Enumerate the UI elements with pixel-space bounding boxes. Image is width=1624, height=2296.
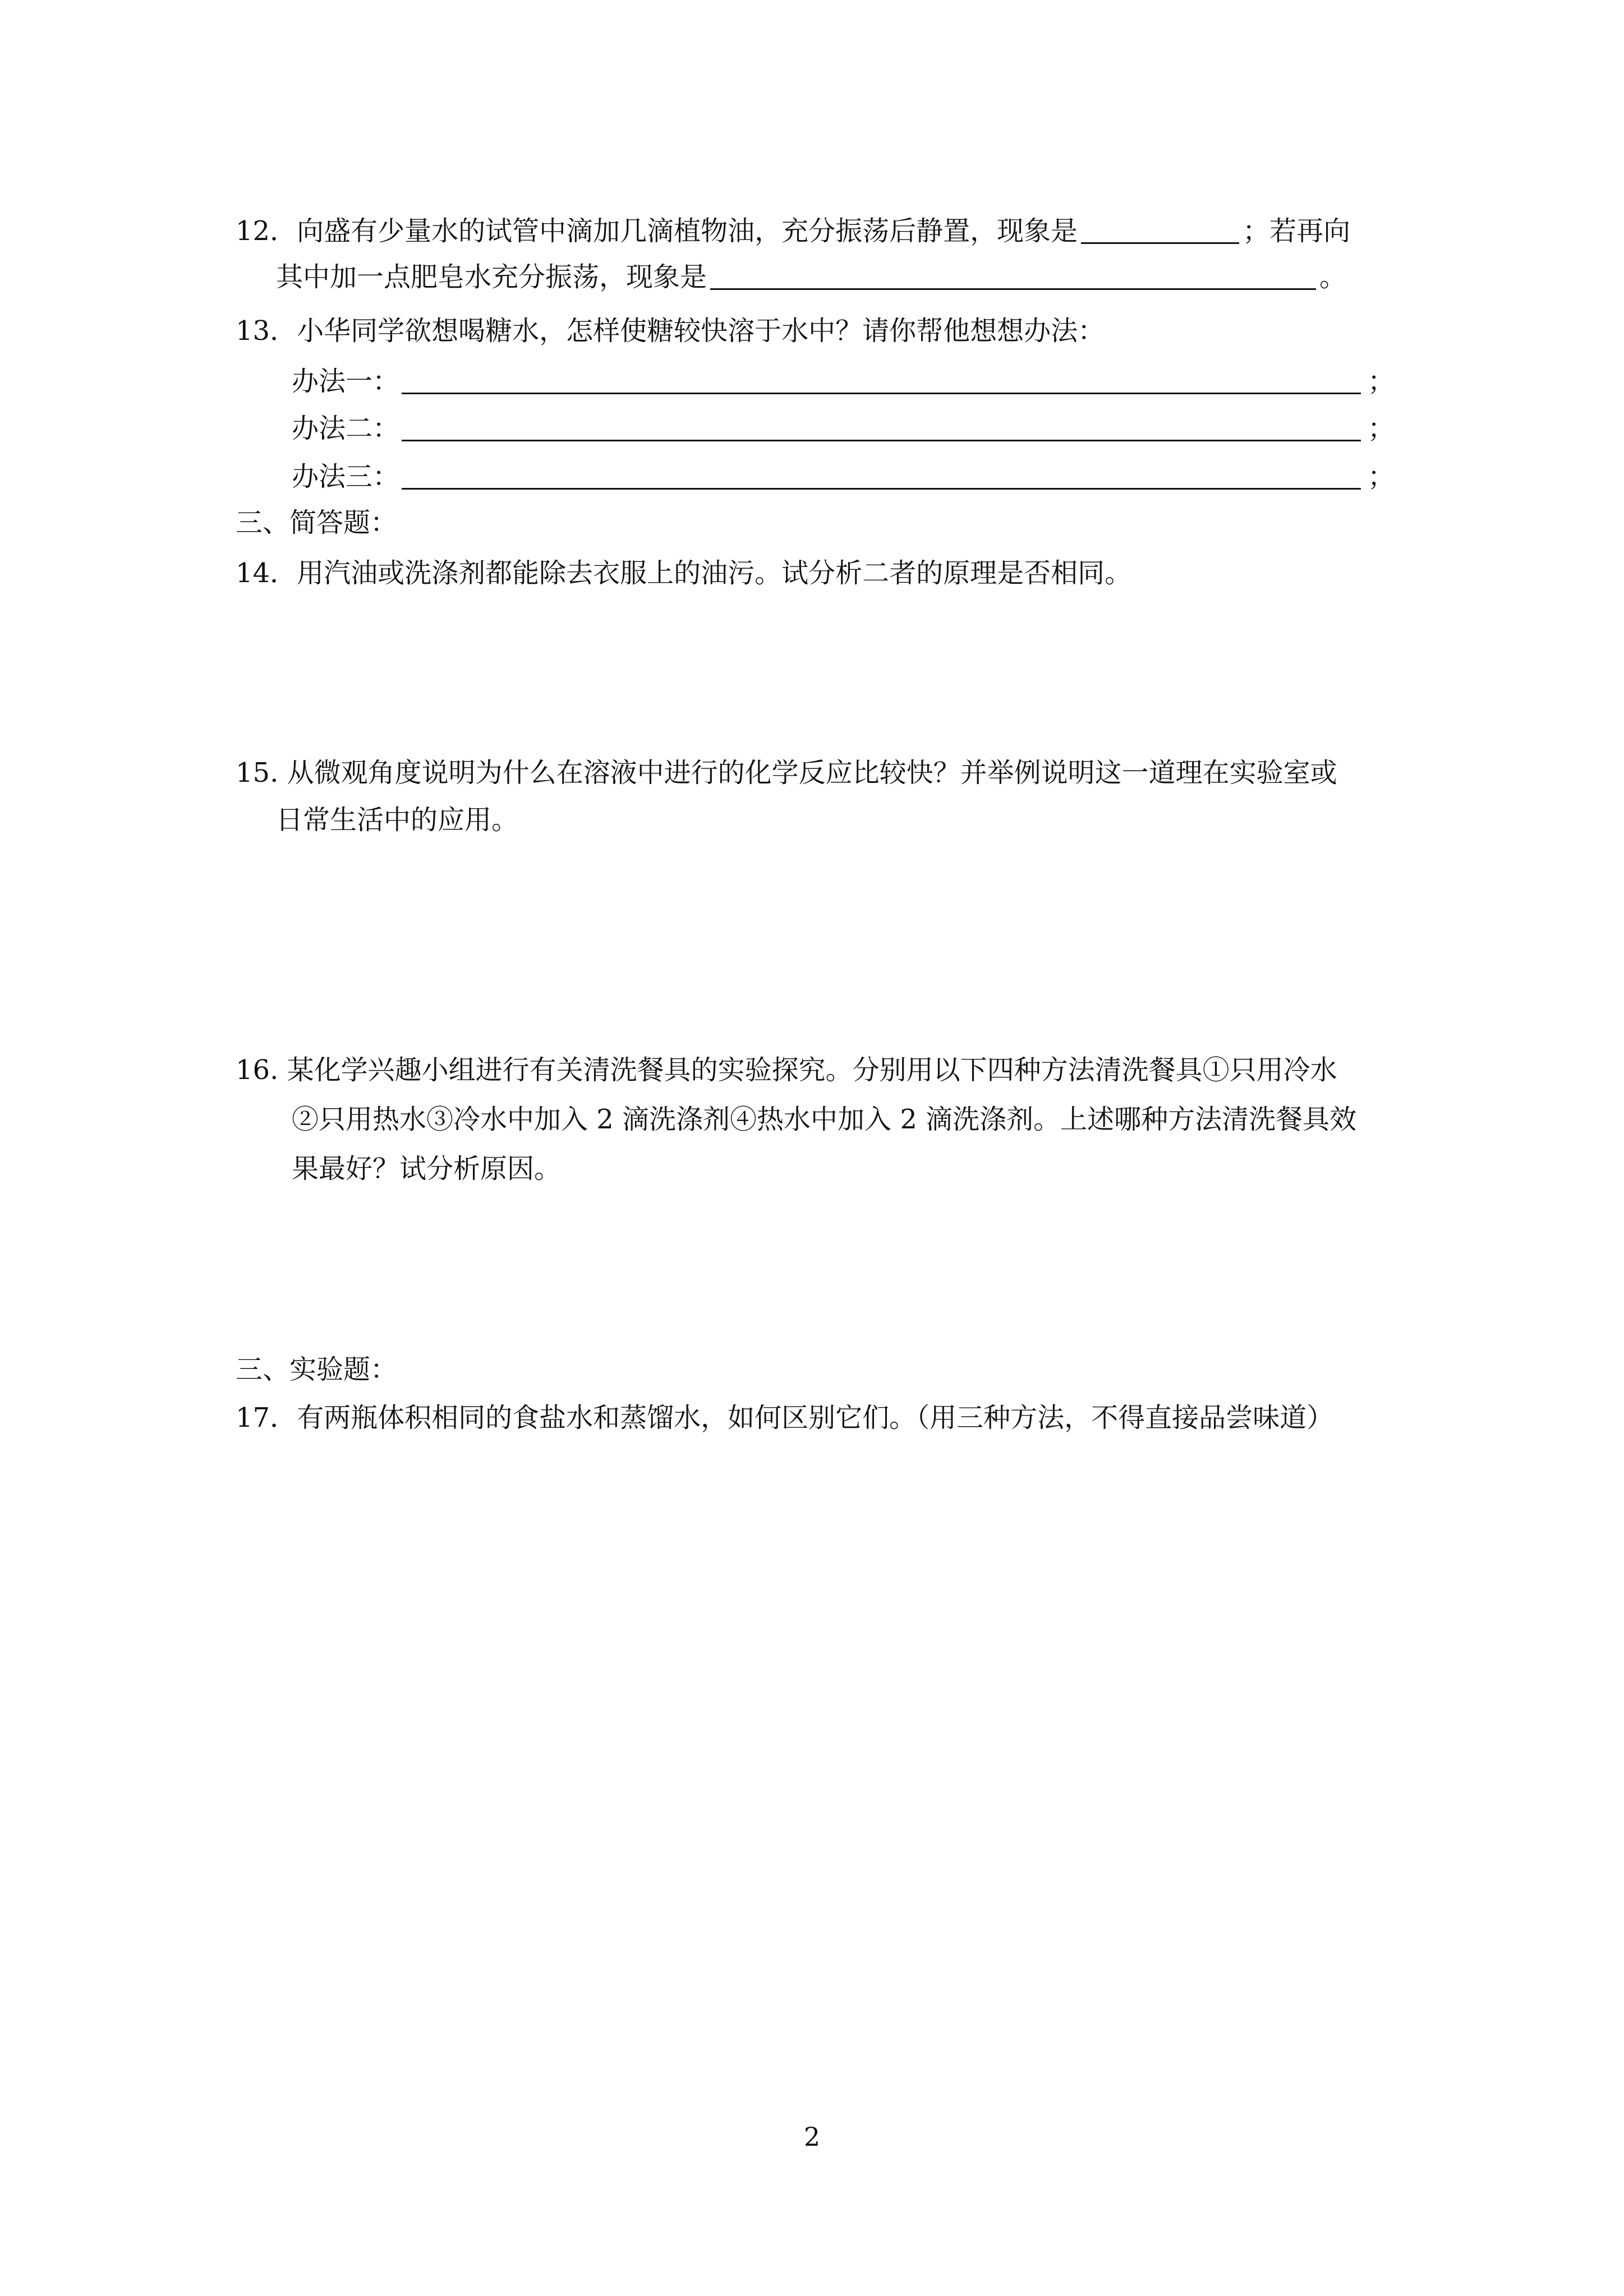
q13-method-2: 办法二： ； bbox=[292, 405, 1395, 452]
page-number: 2 bbox=[803, 2122, 821, 2152]
q17-answer-area[interactable] bbox=[236, 1447, 1391, 2064]
q13-method-3: 办法三： ； bbox=[292, 453, 1395, 500]
q12-line-1: 12．向盛有少量水的试管中滴加几滴植物油，充分振荡后静置，现象是 ；若再向 bbox=[236, 208, 1350, 255]
q15-answer-area[interactable] bbox=[236, 847, 1391, 1015]
q13-method-1: 办法一： ； bbox=[292, 358, 1395, 405]
q12-line-2: 其中加一点肥皂水充分振荡，现象是 。 bbox=[276, 253, 1346, 301]
q12-answer-blank-2[interactable] bbox=[710, 253, 1316, 290]
section-short-answer-title: 三、简答题： bbox=[236, 507, 398, 538]
q15-line-2: 日常生活中的应用。 bbox=[276, 804, 519, 836]
q13-prompt: 13．小华同学欲想喝糖水，怎样使糖较快溶于水中？请你帮他想想办法： bbox=[236, 315, 1105, 347]
q13-method-3-blank[interactable] bbox=[402, 453, 1361, 490]
q16-line-2: ②只用热水③冷水中加入 2 滴洗涤剂④热水中加入 2 滴洗涤剂。上述哪种方法清洗餐具效 bbox=[292, 1104, 1357, 1135]
q12-answer-blank-1[interactable] bbox=[1081, 208, 1239, 244]
q16-line-1: 16. 某化学兴趣小组进行有关清洗餐具的实验探究。分别用以下四种方法清洗餐具①只用冷水 bbox=[236, 1054, 1337, 1086]
q14-answer-area[interactable] bbox=[236, 600, 1391, 740]
section-experiment-title: 三、实验题： bbox=[236, 1354, 398, 1385]
question-17: 17．有两瓶体积相同的食盐水和蒸馏水，如何区别它们。（用三种方法，不得直接品尝味道） bbox=[236, 1402, 1334, 1433]
q15-line-1: 15. 从微观角度说明为什么在溶液中进行的化学反应比较快？并举例说明这一道理在实验室或 bbox=[236, 757, 1337, 789]
question-14: 14．用汽油或洗涤剂都能除去衣服上的油污。试分析二者的原理是否相同。 bbox=[236, 557, 1132, 589]
q13-method-1-blank[interactable] bbox=[402, 358, 1361, 394]
q13-method-2-blank[interactable] bbox=[402, 405, 1361, 441]
q16-line-3: 果最好？试分析原因。 bbox=[292, 1153, 562, 1184]
q16-answer-area[interactable] bbox=[236, 1195, 1391, 1335]
